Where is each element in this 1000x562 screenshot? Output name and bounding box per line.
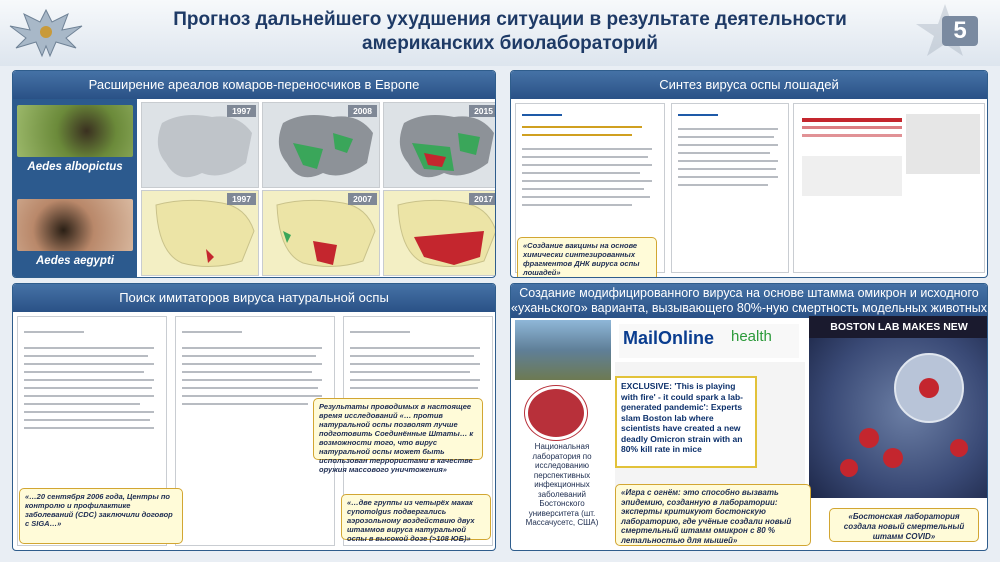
europe-map	[383, 190, 496, 276]
panel-title: Расширение ареалов комаров-переносчиков в Европе	[13, 71, 495, 99]
europe-map	[262, 102, 380, 188]
panel-smallpox-simulants	[12, 283, 496, 551]
slide-number: 5	[942, 16, 978, 46]
europe-map	[262, 190, 380, 276]
panel-title: Синтез вируса оспы лошадей	[511, 71, 987, 99]
europe-map	[141, 102, 259, 188]
omicron-callout-left: «Игра с огнём: это способно вызвать эпидемию, созданную в лаборатории: эксперты критикуют бостонскую лабораторию, где учёные создали новый смертельный штамм омикрон с 80 % летальностью для мышей»	[615, 484, 811, 546]
horsepox-callout: «Создание вакцины на основе химически синтезированных фрагментов ДНК вируса оспы лошадей»	[517, 237, 657, 278]
slide-title-line-2: американских биолабораторий	[362, 33, 658, 54]
omicron-callout-right: «Бостонская лаборатория создала новый смертельный штамм COVID»	[829, 508, 979, 542]
slide-header	[0, 0, 1000, 66]
europe-map	[383, 102, 496, 188]
map-year: 2017	[469, 193, 496, 205]
smallpox-callout-middle: Результаты проводимых в настоящее время исследований «… против натуральной оспы позволят лучше подготовить Соединённые Штаты… к возможности того, что вирус натуральной оспы может быть использован террористами в качестве оружия массового уничтожения»	[313, 398, 483, 460]
virus-illustration	[809, 338, 988, 498]
article-page	[175, 316, 335, 546]
species-label: Aedes albopictus	[27, 161, 123, 173]
panel-horsepox-synthesis	[510, 70, 988, 278]
mosquito-column	[13, 99, 137, 278]
panel-title: Поиск имитаторов вируса натуральной оспы	[13, 284, 495, 312]
panel-title-line-1: Создание модифицированного вируса на основе штамма омикрон и исходного	[519, 286, 979, 300]
slide-title-line-1: Прогноз дальнейшего ухудшения ситуации в результате деятельности	[173, 9, 847, 30]
smallpox-callout-bottom: «…две группы из четырёх макак cynomolgus подвергались аэрозольному воздействию двух штаммов вируса натуральной оспы в высокой дозе (>108 ЮБ)»	[341, 494, 491, 540]
virus-icon	[809, 338, 988, 498]
map-year: 2015	[469, 105, 496, 117]
university-seal-icon	[525, 386, 587, 440]
building-photo	[515, 320, 611, 380]
panel-title	[511, 284, 987, 318]
boston-lab-caption: Национальная лаборатория по исследованию перспективных инфекционных заболеваний Бостонского университета (шт. Массачусетс, США)	[525, 442, 599, 527]
article-figures	[793, 103, 985, 273]
mailonline-logo: MailOnline	[623, 328, 715, 348]
boston-headline: BOSTON LAB MAKES NEW	[809, 316, 988, 338]
map-year: 1997	[227, 193, 256, 205]
health-label: health	[731, 328, 772, 345]
map-year: 2008	[348, 105, 377, 117]
aedes-albopictus-photo	[17, 105, 133, 157]
slide-title	[120, 8, 900, 56]
exclusive-headline: EXCLUSIVE: 'This is playing with fire' - it could spark a lab-generated pandemic': Experts slam Boston lab where scientists have created a new deadly Omicron strain with an 80% kill rate in mice	[615, 376, 757, 468]
smallpox-callout-left: «…20 сентября 2006 года, Центры по контролю и профилактике заболеваний (CDC) заключили договор с SIGA…»	[19, 488, 183, 544]
mailonline-banner	[619, 324, 799, 358]
eagle-emblem-icon	[6, 4, 86, 60]
panel-omicron-strain	[510, 283, 988, 551]
aedes-aegypti-photo	[17, 199, 133, 251]
article-page	[671, 103, 789, 273]
map-year: 2007	[348, 193, 377, 205]
europe-map	[141, 190, 259, 276]
panel-title-line-2: «уханьского» варианта, вызывающего 80%-ную смертность модельных животных	[511, 301, 987, 315]
map-year: 1997	[227, 105, 256, 117]
panel-mosquito-ranges	[12, 70, 496, 278]
species-label: Aedes aegypti	[36, 255, 114, 267]
